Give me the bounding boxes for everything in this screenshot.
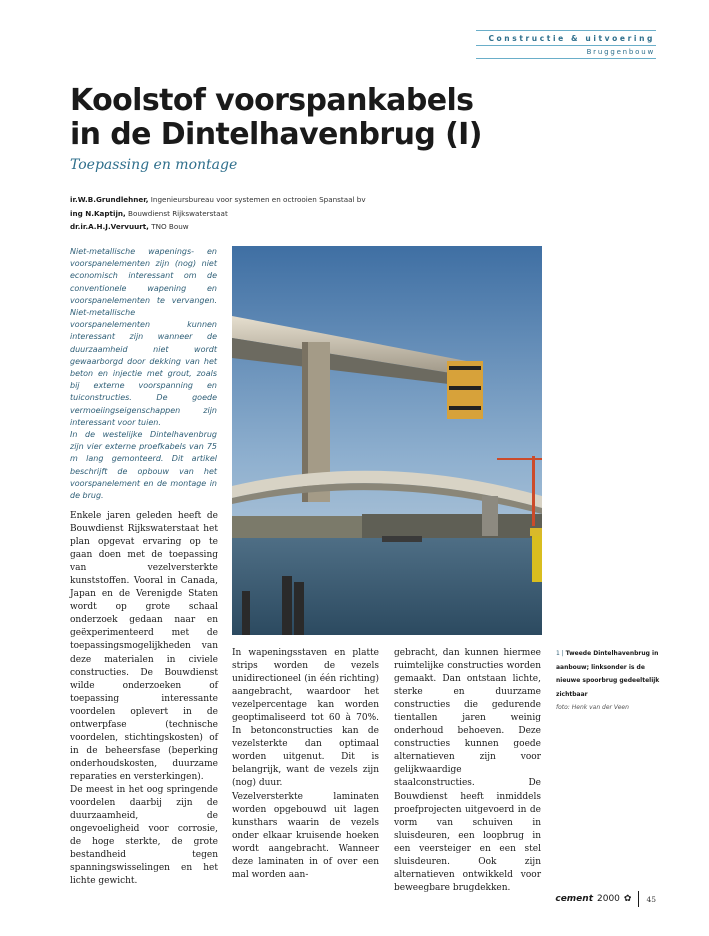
page-footer — [555, 891, 656, 907]
article-title — [70, 84, 510, 152]
body-column-2: In wapeningsstaven en platte strips worden de vezels unidirectioneel (in één richting) aangebracht, waardoor het vezelpercentage kan worden geoptimaliseerd tot 60 à 70%. In betonconstructies kan de vezelsterkte dan optimaal worden uitgenut. Dit is belangrijk, want de vezels zijn (nog) duur. Vezelversterkte laminaten worden opgebouwd uit lagen kunsthars waarin de vezels onder elkaar kruisende hoeken wordt aangebracht. Wanneer deze laminaten in of over een mal worden aan- — [232, 648, 379, 880]
header-rule-mid — [476, 45, 656, 46]
figure-number: 1 | — [556, 650, 564, 657]
photo-credit: foto: Henk van der Veen — [556, 704, 629, 711]
header-rule-bottom — [476, 58, 656, 59]
title-line-1: Koolstof voorspankabels — [70, 83, 474, 118]
header-rule-top — [476, 30, 656, 31]
title-line-2: in de Dintelhavenbrug (I) — [70, 117, 482, 152]
subsection-label: Bruggenbouw — [586, 48, 655, 56]
author-line — [70, 207, 366, 221]
author-affiliation: TNO Bouw — [151, 222, 189, 231]
body-column-3: gebracht, dan kunnen hiermee ruimtelijke constructies worden gemaakt. Dan ontstaan lichte, sterke en duurzame constructies die gedurende tientallen jaren weinig onderhoud behoeven. Deze constructies kunnen goede alternatieven zijn voor gelijkwaardige staalconstructies. De Bouwdienst heeft inmiddels proefprojecten uitgevoerd in de vorm van schuiven in sluisdeuren, een loopbrug in een veersteiger en een stel sluisdeuren. Ook zijn alternatieven ontwikkeld voor beweegbare brugdekken. — [394, 648, 541, 893]
intro-text: Niet-metallische wapenings- en voorspanelementen zijn (nog) niet economisch interessant om de conventionele wapening en voorspanelementen te vervangen. Niet-metallische voorspanelementen kunnen interessant zijn wanneer de duurzaamheid niet wordt gewaarborgd door dekking van het beton en injectie met grout, zoals bij externe voorspanning en tuiconstructies. De goede vermoeiingseigenschappen zijn interessant voor tuien. In de westelijke Dintelhavenbrug zijn vier externe proefkabels van 75 m lang gemonteerd. Dit artikel beschrijft de opbouw van het voorspanelement en de montage in de brug. — [70, 247, 217, 501]
author-name: ir.W.B.Grundlehner, — [70, 195, 149, 204]
page-number: 45 — [646, 894, 656, 904]
author-affiliation: Ingenieursbureau voor systemen en octrooien Spanstaal bv — [150, 195, 366, 204]
author-affiliation: Bouwdienst Rijkswaterstaat — [128, 208, 228, 218]
author-line — [70, 220, 366, 234]
section-label: Constructie & uitvoering — [488, 34, 655, 43]
footer-divider — [638, 891, 639, 907]
magazine-name: cement — [555, 894, 593, 904]
flower-icon: ✿ — [623, 894, 632, 904]
author-name: ing N.Kaptijn, — [70, 208, 126, 218]
bridge-photo — [232, 246, 542, 635]
figure-caption — [556, 647, 660, 715]
article-subtitle: Toepassing en montage — [70, 157, 238, 173]
author-name: dr.ir.A.H.J.Vervuurt, — [70, 222, 149, 231]
magazine-year: 2000 — [597, 894, 620, 904]
author-list — [70, 193, 366, 234]
author-line — [70, 193, 366, 207]
bridge-photo-illustration — [232, 246, 542, 635]
caption-text: Tweede Dintelhavenbrug in aanbouw; linksonder is de nieuwe spoorbrug gedeeltelijk zichtbaar — [556, 650, 660, 698]
body-column-1: Enkele jaren geleden heeft de Bouwdienst Rijkswaterstaat het plan opgevat ervaring op te gaan doen met de toepassing van vezelversterkte kunststoffen. Vooral in Canada, Japan en de Verenigde Staten wordt op grote schaal onderzoek gedaan naar en geëxperimenteerd met de toepassingsmogelijkheden van deze materialen in civiele constructies. De Bouwdienst wilde onderzoeken of toepassing interessante voordelen oplevert in de ontwerpfase (technische voordelen, stichtingskosten) of in de beheersfase (beperking onderhoudskosten, duurzame reparaties en versterkingen). De meest in het oog springende voordelen daarbij zijn de duurzaamheid, de ongevoeligheid voor corrosie, de hoge sterkte, de grote bestandheid tegen spanningswisselingen en het lichte gewicht. — [70, 511, 218, 887]
